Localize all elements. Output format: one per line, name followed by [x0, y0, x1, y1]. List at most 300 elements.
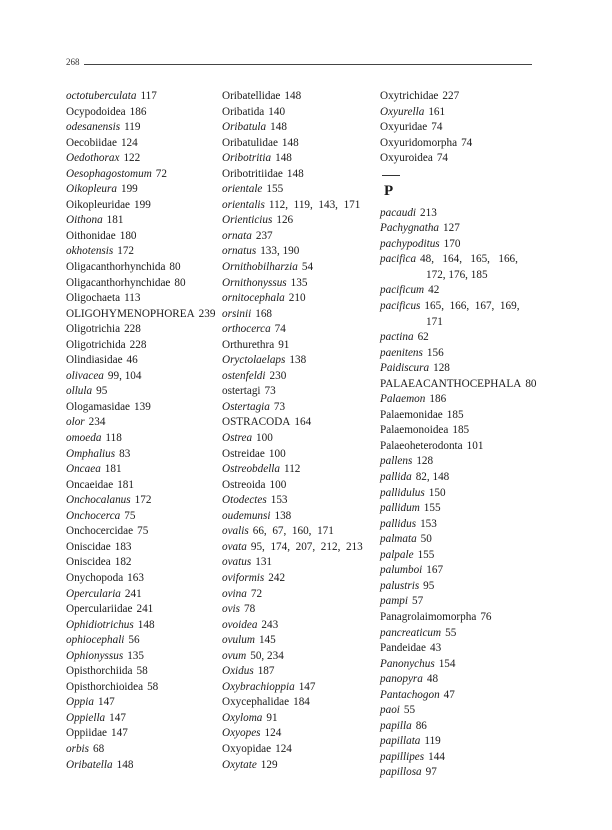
index-pages: 46 — [126, 354, 138, 367]
index-term: Oikopleura — [66, 183, 117, 196]
index-pages: 55 — [403, 704, 416, 717]
page-number: 268 — [66, 57, 80, 67]
index-entry — [380, 346, 525, 362]
index-pages: 91 — [278, 338, 290, 351]
index-term: papillata — [380, 735, 421, 748]
index-entry — [222, 633, 372, 649]
index-entry — [222, 369, 372, 385]
index-term: Palaeoheterodonta — [380, 439, 463, 452]
index-term: OSTRACODA — [222, 416, 291, 429]
index-pages: 227 — [442, 90, 460, 102]
index-pages: 153 — [420, 517, 437, 530]
index-term: Orienticius — [222, 214, 273, 227]
index-entry — [380, 594, 525, 610]
index-entry — [66, 400, 216, 416]
index-entry — [222, 151, 372, 167]
index-term: Oribotritiidae — [222, 167, 283, 180]
index-term: OLIGOHYMENOPHOREA — [66, 307, 195, 320]
index-entry — [66, 198, 216, 214]
index-term: Oligochaeta — [66, 292, 121, 305]
index-entry — [66, 524, 216, 540]
index-term: pallidulus — [380, 486, 425, 499]
index-pages: 117 — [140, 90, 157, 102]
index-term: Oribatellidae — [222, 90, 281, 102]
index-pages: 56 — [128, 634, 140, 647]
index-pages: 148 — [116, 758, 134, 771]
index-pages: 133, 190 — [260, 245, 300, 258]
index-pages: 80 — [174, 276, 186, 289]
index-term: palustris — [380, 579, 420, 592]
index-entry — [222, 742, 372, 758]
index-pages: 80 — [525, 377, 537, 390]
index-pages: 185 — [452, 424, 470, 437]
index-pages: 43 — [429, 642, 442, 655]
index-term: Onchocerca — [66, 509, 121, 522]
index-pages: 124 — [120, 136, 138, 149]
index-entry — [380, 136, 525, 152]
index-pages: 185 — [446, 408, 464, 421]
index-pages: 128 — [433, 362, 450, 375]
index-entry — [222, 105, 372, 121]
index-entry — [66, 540, 216, 556]
index-entry — [380, 377, 537, 393]
index-term: orbis — [66, 742, 90, 755]
index-entry — [222, 322, 372, 338]
index-pages: 118 — [105, 432, 122, 445]
index-term: PALAEACANTHOCEPHALA — [380, 377, 522, 390]
index-term: Oecobiidae — [66, 136, 117, 149]
index-term: Oribatida — [222, 105, 265, 118]
index-entry — [66, 587, 216, 603]
index-pages: 239 — [198, 307, 216, 320]
index-term: Pachygnatha — [380, 222, 440, 235]
index-entry — [380, 688, 525, 704]
index-term: ornatus — [222, 245, 257, 258]
index-entry — [222, 120, 372, 136]
index-pages: 181 — [117, 478, 134, 491]
index-entry — [66, 415, 216, 431]
index-pages: 74 — [431, 121, 443, 134]
index-pages: 73 — [273, 400, 286, 413]
index-entry — [380, 703, 525, 719]
index-entry — [380, 392, 525, 408]
index-entry — [66, 105, 216, 121]
index-entry — [380, 361, 525, 377]
index-pages: 237 — [255, 229, 273, 242]
index-pages: 241 — [124, 587, 142, 600]
index-entry — [380, 206, 525, 222]
index-term: ornata — [222, 229, 252, 242]
index-pages: 97 — [425, 766, 437, 779]
index-entry — [222, 587, 372, 603]
index-term: orsinii — [222, 307, 252, 320]
index-entry — [66, 260, 216, 276]
index-entry — [380, 548, 525, 564]
index-entry — [380, 719, 525, 735]
index-pages: 75 — [137, 525, 149, 538]
index-pages: 131 — [255, 556, 272, 569]
index-entry — [380, 486, 525, 502]
index-term: Oithona — [66, 214, 103, 227]
index-entry — [66, 602, 216, 618]
index-term: Panagrolaimomorpha — [380, 610, 477, 623]
index-term: ovatus — [222, 556, 252, 569]
index-term: Oppia — [66, 696, 94, 709]
index-entry — [380, 89, 525, 105]
index-entry — [66, 742, 216, 758]
index-entry — [380, 151, 525, 167]
index-term: Oxytate — [222, 758, 257, 771]
index-term: pacifica — [380, 253, 417, 266]
index-term: palumboi — [380, 564, 423, 577]
index-pages: 172 — [134, 494, 152, 507]
index-term: oudemunsi — [222, 509, 271, 522]
index-term: pampi — [380, 595, 408, 608]
index-entry — [66, 649, 216, 665]
index-pages: 42 — [428, 284, 440, 297]
index-entry — [66, 136, 216, 152]
index-term: Oxyuridomorpha — [380, 136, 458, 149]
index-term: Oithonidae — [66, 229, 116, 242]
index-term: Oesophagostomum — [66, 167, 152, 180]
index-pages: 165, 166, 167, 169, — [424, 300, 520, 313]
index-pages: 181 — [106, 214, 124, 227]
index-term: Oxytrichidae — [380, 90, 439, 102]
index-entry — [222, 602, 372, 618]
index-entry — [66, 571, 216, 587]
index-term: Oribatella — [66, 758, 113, 771]
index-term: Onchocalanus — [66, 494, 131, 507]
index-pages: 184 — [293, 696, 310, 709]
index-pages: 147 — [298, 680, 316, 693]
index-term: Paidiscura — [380, 362, 430, 375]
index-term: Oppiella — [66, 711, 106, 724]
index-pages: 148 — [275, 152, 292, 165]
index-term: Ornithonyssus — [222, 276, 287, 289]
index-term: orientalis — [222, 198, 265, 211]
index-term: Oxyuroidea — [380, 152, 433, 165]
index-pages: 82, 148 — [415, 471, 450, 484]
index-pages: 55 — [445, 626, 457, 639]
index-pages: 241 — [136, 603, 154, 616]
index-pages: 180 — [119, 229, 137, 242]
index-pages: 138 — [289, 354, 307, 367]
index-term: ovalis — [222, 525, 249, 538]
index-term: ovata — [222, 540, 247, 553]
index-term: Onychopoda — [66, 571, 124, 584]
index-term: octotuberculata — [66, 90, 137, 102]
index-pages: 80 — [169, 261, 181, 274]
index-pages: 54 — [301, 261, 314, 274]
index-term: Oligotrichia — [66, 323, 121, 336]
index-entry — [66, 307, 216, 323]
index-entry — [222, 213, 372, 229]
index-pages: 168 — [255, 307, 273, 320]
index-term: palmata — [380, 533, 417, 546]
index-entry — [380, 299, 525, 315]
index-entry — [380, 579, 525, 595]
index-pages: 83 — [119, 447, 131, 460]
index-term: papilla — [380, 719, 412, 732]
index-pages: 163 — [127, 571, 144, 584]
index-pages: 182 — [114, 556, 132, 569]
index-term: papillosa — [380, 766, 422, 779]
index-entry — [222, 431, 372, 447]
index-entry — [222, 695, 372, 711]
index-pages: 164 — [294, 416, 312, 429]
index-term: okhotensis — [66, 245, 114, 258]
index-entry — [380, 408, 525, 424]
index-entry — [222, 571, 372, 587]
index-pages: 172 — [117, 245, 135, 258]
index-pages: 119 — [124, 121, 141, 134]
index-pages: 119 — [424, 735, 441, 748]
index-pages: 155 — [266, 183, 284, 196]
index-pages: 138 — [274, 509, 292, 522]
index-pages: 181 — [104, 463, 122, 476]
index-entry — [380, 765, 525, 781]
index-term: Oribatula — [222, 121, 267, 134]
index-entry — [66, 695, 216, 711]
index-term: Palaemonidae — [380, 408, 443, 421]
index-pages: 230 — [269, 369, 287, 382]
index-pages: 50 — [420, 533, 432, 546]
index-pages: 147 — [111, 727, 128, 740]
index-pages: 112 — [284, 463, 301, 476]
index-term: paenitens — [380, 346, 423, 359]
index-entry — [66, 213, 216, 229]
index-term: ovoidea — [222, 618, 258, 631]
index-term: Panonychus — [380, 657, 435, 670]
index-pages: 155 — [417, 548, 435, 561]
index-pages: 128 — [416, 455, 434, 468]
index-term: pancreaticum — [380, 626, 442, 639]
index-entry — [66, 369, 216, 385]
index-pages-continued: 171 — [426, 315, 443, 328]
index-pages: 199 — [120, 183, 138, 196]
index-term: Oligacanthorhynchida — [66, 261, 166, 274]
index-entry — [222, 462, 372, 478]
index-pages: 100 — [268, 447, 286, 460]
index-entry — [66, 462, 216, 478]
index-term: pacificus — [380, 300, 421, 313]
index-entry — [380, 330, 525, 346]
index-pages: 242 — [268, 571, 286, 584]
index-entry — [66, 447, 216, 463]
index-pages: 124 — [264, 727, 282, 740]
index-term: Oribatulidae — [222, 136, 278, 149]
index-pages: 228 — [124, 323, 141, 336]
index-term: Oniscidea — [66, 556, 111, 569]
header-rule — [84, 64, 532, 65]
index-entry — [380, 610, 525, 626]
index-entry — [66, 384, 216, 400]
index-entry — [380, 563, 525, 579]
index-term: panopyra — [380, 673, 423, 686]
index-pages: 74 — [461, 136, 473, 149]
index-term: Oniscidae — [66, 540, 111, 553]
index-pages: 154 — [438, 657, 456, 670]
index-pages: 139 — [134, 400, 151, 413]
index-pages: 58 — [136, 665, 148, 678]
index-pages: 95 — [423, 579, 435, 592]
index-pages: 147 — [109, 711, 126, 724]
index-entry — [66, 276, 216, 292]
index-entry — [66, 633, 216, 649]
index-term: Oncaea — [66, 463, 101, 476]
index-term: Oncaeidae — [66, 478, 114, 491]
index-pages: 62 — [417, 331, 429, 344]
index-entry — [380, 120, 525, 136]
index-pages: 135 — [290, 276, 308, 289]
index-term: Oxycephalidae — [222, 696, 290, 709]
index-entry — [222, 89, 372, 105]
index-pages: 170 — [443, 237, 461, 250]
index-term: Ophionyssus — [66, 649, 124, 662]
index-pages: 72 — [155, 167, 167, 180]
index-term: Oxyloma — [222, 711, 263, 724]
index-term: palpale — [380, 548, 414, 561]
index-entry — [66, 493, 216, 509]
index-pages: 113 — [124, 292, 141, 305]
index-term: Orthurethra — [222, 338, 275, 351]
index-pages: 147 — [97, 696, 115, 709]
index-pages: 148 — [137, 618, 155, 631]
index-pages: 135 — [127, 649, 144, 662]
index-entry — [380, 641, 525, 657]
index-term: Pantachogon — [380, 688, 440, 701]
index-pages: 156 — [426, 346, 444, 359]
index-term: paoi — [380, 704, 400, 717]
index-entry — [66, 618, 216, 634]
index-pages: 73 — [264, 385, 276, 398]
index-term: Oryctolaelaps — [222, 354, 286, 367]
index-term: Oxyopes — [222, 727, 261, 740]
index-term: Ostreidae — [222, 447, 265, 460]
index-pages: 145 — [258, 634, 276, 647]
index-term: Oribotritia — [222, 152, 272, 165]
index-entry — [222, 509, 372, 525]
index-entry — [380, 105, 525, 121]
index-entry — [66, 509, 216, 525]
index-pages: 234 — [88, 416, 106, 429]
index-pages: 199 — [134, 198, 151, 211]
index-term: pallida — [380, 471, 412, 484]
index-pages: 74 — [274, 323, 286, 336]
index-pages: 91 — [266, 711, 278, 724]
index-term: Ostreobdella — [222, 463, 281, 476]
index-pages: 167 — [426, 564, 444, 577]
index-entry — [66, 711, 216, 727]
index-term: Palaemonoidea — [380, 424, 449, 437]
index-entry — [222, 198, 372, 214]
index-entry — [222, 384, 372, 400]
index-entry — [222, 726, 372, 742]
index-pages: 228 — [129, 338, 147, 351]
index-entry — [66, 167, 216, 183]
index-entry — [66, 229, 216, 245]
index-pages: 210 — [288, 292, 306, 305]
index-term: Onchocercidae — [66, 525, 134, 538]
index-term: pallens — [380, 455, 413, 468]
index-entry — [222, 244, 372, 260]
index-pages: 58 — [147, 680, 159, 693]
index-entry — [66, 244, 216, 260]
index-term: olor — [66, 416, 85, 429]
index-entry — [222, 307, 372, 323]
index-term: ornitocephala — [222, 292, 285, 305]
index-entry — [380, 517, 525, 533]
index-term: papillipes — [380, 750, 425, 763]
index-entry — [66, 120, 216, 136]
index-pages: 48 — [426, 673, 439, 686]
index-pages: 186 — [429, 393, 447, 406]
index-term: pacificum — [380, 284, 425, 297]
index-term: Oppiidae — [66, 727, 108, 740]
index-entry — [380, 734, 525, 750]
index-pages: 86 — [415, 719, 427, 732]
index-term: Ophidiotrichus — [66, 618, 134, 631]
index-pages-continued: 172, 176, 185 — [426, 268, 488, 281]
index-pages: 140 — [268, 105, 286, 118]
index-term: orientale — [222, 183, 263, 196]
index-entry — [380, 672, 525, 688]
index-term: Ocypodoidea — [66, 105, 126, 118]
index-term: olivacea — [66, 369, 104, 382]
index-entry — [66, 291, 216, 307]
index-pages: 186 — [129, 105, 147, 118]
index-entry — [66, 338, 216, 354]
index-pages: 148 — [286, 167, 304, 180]
index-term: Oxybrachioppia — [222, 680, 295, 693]
index-entry — [222, 167, 372, 183]
index-term: Opisthorchioidea — [66, 680, 144, 693]
index-entry — [66, 758, 216, 774]
index-entry — [222, 649, 372, 665]
index-pages: 101 — [466, 439, 484, 452]
index-pages: 57 — [411, 595, 424, 608]
index-entry — [222, 664, 372, 680]
index-term: ovina — [222, 587, 247, 600]
index-entry — [66, 478, 216, 494]
index-column-3 — [380, 89, 537, 781]
index-pages: 144 — [428, 750, 445, 763]
index-pages: 68 — [93, 742, 105, 755]
index-pages: 187 — [257, 665, 275, 678]
index-pages: 183 — [114, 540, 132, 553]
index-column-2 — [222, 89, 372, 773]
index-term: pachypoditus — [380, 237, 440, 250]
index-entry — [222, 555, 372, 571]
index-term: Oligotrichida — [66, 338, 126, 351]
index-entry — [222, 524, 372, 540]
index-term: Oxyuridae — [380, 121, 428, 134]
index-pages: 127 — [443, 222, 460, 235]
index-term: ovulum — [222, 634, 255, 647]
index-term: ollula — [66, 385, 93, 398]
index-pages: 66, 67, 160, 171 — [252, 525, 334, 538]
index-term: Otodectes — [222, 494, 267, 507]
index-entry — [66, 89, 216, 105]
index-term: oviformis — [222, 571, 265, 584]
index-term: odesanensis — [66, 121, 121, 134]
index-entry — [380, 750, 525, 766]
section-divider — [382, 175, 400, 176]
index-term: Oligacanthorhynchidae — [66, 276, 171, 289]
index-entry — [222, 478, 372, 494]
index-column-1 — [66, 89, 216, 773]
index-entry — [66, 151, 216, 167]
